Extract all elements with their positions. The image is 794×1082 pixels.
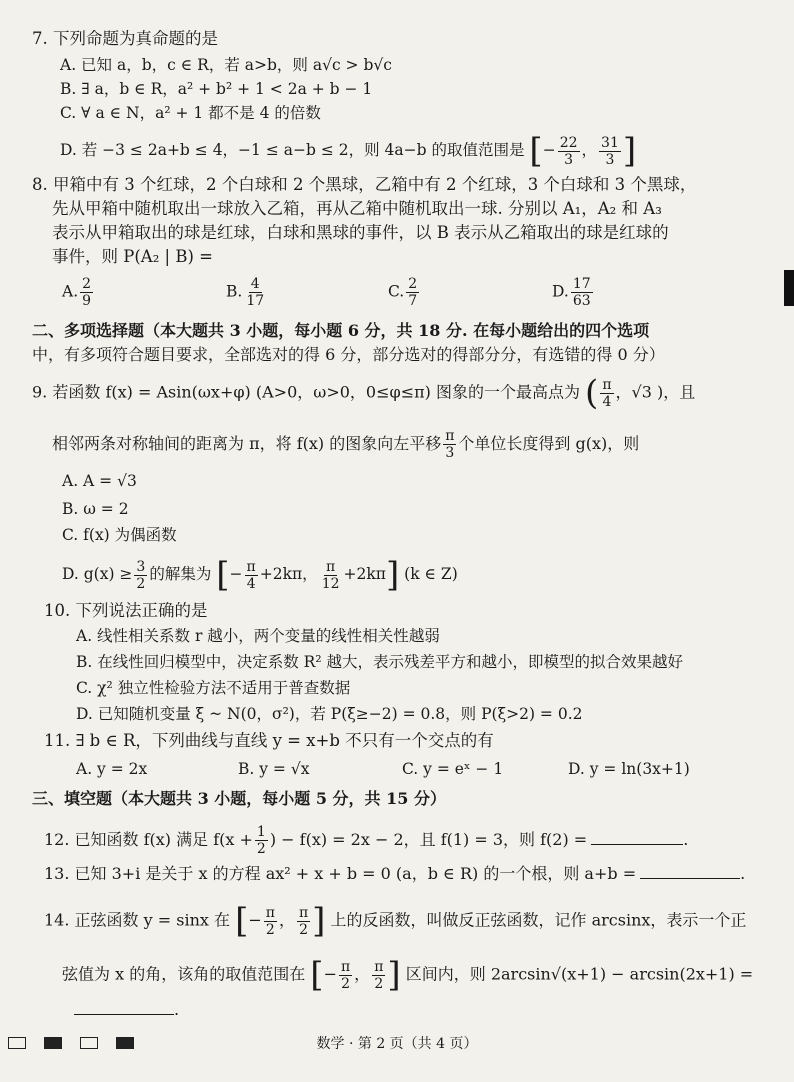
q7-option-a: A. 已知 a，b，c ∈ R，若 a>b，则 a√c > b√c xyxy=(60,56,392,74)
q8-option-a: A. $\frac{2}{9}$ xyxy=(62,276,92,309)
q8-option-c: C. $\frac{2}{7}$ xyxy=(388,276,418,309)
q8-option-d: D. $\frac{17}{63}$ xyxy=(552,276,591,309)
q7-option-d-text: D. 若 −3 ≤ 2a+b ≤ 4，−1 ≤ a−b ≤ 2，则 4a−b 的取值范围是 xyxy=(60,141,525,159)
q7-d-den2: 3 xyxy=(605,151,615,168)
q14-answer-blank xyxy=(74,998,174,1015)
q8-line-2: 先从甲箱中随机取出一球放入乙箱，再从乙箱中随机取出一球. 分别以 A₁，A₂ 和 A₃ xyxy=(52,199,662,218)
q10-option-d: D. 已知随机变量 ξ ~ N(0，σ²)，若 P(ξ≥−2) = 0.8，则 P(ξ>2) = 0.2 xyxy=(76,705,583,723)
q9-option-d: D. g(x) ≥ $\frac{3}{2}$ 的解集为 [− $\frac{\pi}{4}$ +2kπ， $\frac{\pi}{12}$ +2kπ] (k ∈ Z) xyxy=(62,555,458,595)
section-2-heading-line-2: 中，有多项符合题目要求，全部选对的得 6 分，部分选对的得部分分，有选错的得 0 分） xyxy=(32,345,665,364)
q14-line-2: 弦值为 x 的角，该角的取值范围在 [− $\frac{\pi}{2}$ ， $\frac{\pi}{2}$ ] 区间内，则 2arcsin√(x+1) − arcsin(2x+1) = xyxy=(62,955,754,995)
q10-option-a: A. 线性相关系数 r 越小，两个变量的线性相关性越弱 xyxy=(76,627,440,645)
q10-stem: 10. 下列说法正确的是 xyxy=(44,601,208,620)
q10-option-c: C. χ² 独立性检验方法不适用于普查数据 xyxy=(76,679,351,697)
q11-option-d: D. y = ln(3x+1) xyxy=(568,760,690,778)
q9-line-1: 9. 若函数 f(x) = Asin(ωx+φ) (A>0，ω>0，0≤φ≤π) 图象的一个最高点为 ( $\frac{\pi}{4}$ ，√3 )，且 xyxy=(32,373,696,413)
q7-d-den1: 3 xyxy=(564,151,574,168)
q8-line-3: 表示从甲箱取出的球是红球，白球和黑球的事件，以 B 表示从乙箱取出的球是红球的 xyxy=(52,223,669,242)
q10-option-b: B. 在线性回归模型中，决定系数 R² 越大，表示残差平方和越小，即模型的拟合效果越好 xyxy=(76,653,683,671)
q12-answer-blank xyxy=(591,828,683,845)
q7-d-num1: 22 xyxy=(559,134,578,151)
q8-line-4: 事件，则 P(A₂ | B) = xyxy=(52,247,213,266)
q11-option-b: B. y = √x xyxy=(238,760,310,778)
q7-option-b: B. ∃ a，b ∈ R，a² + b² + 1 < 2a + b − 1 xyxy=(60,80,373,98)
q7-stem: 7. 下列命题为真命题的是 xyxy=(32,29,218,48)
section-2-heading-line-1: 二、多项选择题（本大题共 3 小题，每小题 6 分，共 18 分. 在每小题给出的四个选项 xyxy=(32,321,650,340)
q8-line-1: 8. 甲箱中有 3 个红球，2 个白球和 2 个黑球，乙箱中有 2 个红球，3 个白球和 3 个黑球， xyxy=(32,175,697,194)
page-footer: 数学 · 第 2 页（共 4 页） xyxy=(316,1036,478,1052)
q7-d-num2: 31 xyxy=(601,134,619,151)
q11-stem: 11. ∃ b ∈ R，下列曲线与直线 y = x+b 不只有一个交点的有 xyxy=(44,731,494,750)
q9-option-a: A. A = √3 xyxy=(62,472,137,490)
q8-option-b: B. $\frac{4}{17}$ xyxy=(226,276,265,309)
q7-option-d: D. 若 −3 ≤ 2a+b ≤ 4，−1 ≤ a−b ≤ 2，则 4a−b 的取值范围是 [− $\frac{22}{3}$ ， $\frac{31}{3}$ ] xyxy=(60,131,637,171)
q12-line: 12. 已知函数 f(x) 满足 f(x + $\frac{1}{2}$ ) − f(x) = 2x − 2，且 f(1) = 3，则 f(2) = . xyxy=(44,824,689,857)
section-3-heading: 三、填空题（本大题共 3 小题，每小题 5 分，共 15 分） xyxy=(32,789,446,808)
q9-option-b: B. ω = 2 xyxy=(62,500,129,518)
q11-option-c: C. y = eˣ − 1 xyxy=(402,760,504,778)
q9-line-2: 相邻两条对称轴间的距离为 π，将 f(x) 的图象向左平移 $\frac{\pi}{3}$ 个单位长度得到 g(x)，则 xyxy=(52,428,640,461)
q13-answer-blank xyxy=(640,862,740,879)
q14-answer-line: . xyxy=(70,998,179,1021)
q13-line: 13. 已知 3+i 是关于 x 的方程 ax² + x + b = 0 (a，b ∈ R) 的一个根，则 a+b = . xyxy=(44,864,746,883)
q9-option-c: C. f(x) 为偶函数 xyxy=(62,526,177,544)
q14-line-1: 14. 正弦函数 y = sinx 在 [− $\frac{\pi}{2}$ ， $\frac{\pi}{2}$ ] 上的反函数，叫做反正弦函数，记作 arcsinx，表示一个正 xyxy=(44,901,747,941)
scan-marker xyxy=(784,270,794,306)
q7-option-c: C. ∀ a ∈ N，a² + 1 都不是 4 的倍数 xyxy=(60,104,321,122)
q11-option-a: A. y = 2x xyxy=(76,760,148,778)
